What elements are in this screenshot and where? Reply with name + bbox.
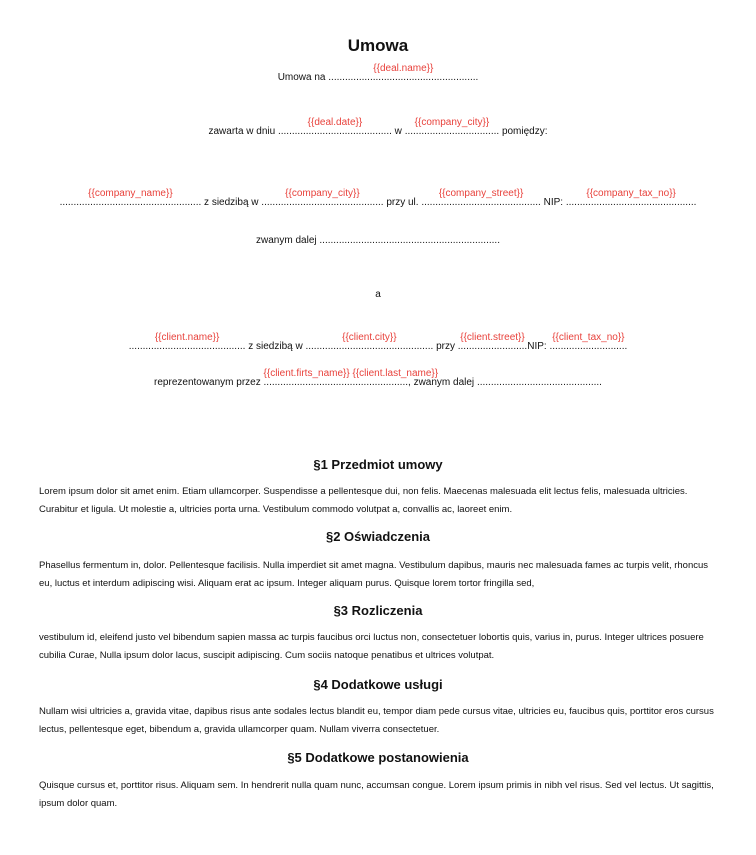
line-client-details	[0, 332, 756, 352]
placeholder-deal-name: ...................................................... {{deal.name}}	[328, 63, 479, 83]
section-text-2: Phasellus fermentum in, dolor. Pellentesque facilisis. Nulla imperdiet sit amet magna. Vestibulum dapibus, mauris nec malesuada fames ac turpis velit, rhoncus eu, luctus et interdum adipiscing wisi. Aliquam erat ac ipsum. Integer aliquam purus. Quisque lorem tortor fringilla sed,	[39, 560, 709, 589]
section-heading-4: §4 Dodatkowe usługi	[313, 677, 443, 692]
label-z-siedziba-1: z siedzibą w	[204, 197, 259, 208]
line-deal-name	[0, 63, 756, 83]
label-zwanym-dalej-2: , zwanym dalej	[408, 377, 475, 388]
section-heading-1: §1 Przedmiot umowy	[313, 457, 443, 472]
blank-zwanym-dalej-2: .............................................	[476, 377, 602, 388]
section-text-1: Lorem ipsum dolor sit amet enim. Etiam ullamcorper. Suspendisse a pellentesque dui, non felis. Maecenas malesuada elit lectus felis, malesuada ultricies. Curabitur et ligula. Ut molestie a, ultricies porta urna. Vestibulum commodo volutpat a, convallis ac, laoreet enim.	[39, 486, 688, 515]
section-heading-5: §5 Dodatkowe postanowienia	[287, 750, 469, 765]
document-title: Umowa	[347, 36, 409, 55]
placeholder-client-tax-no: ............................ {{client_tax_no}}	[549, 332, 628, 352]
placeholder-client-city: .............................................. {{client.city}}	[305, 332, 434, 352]
label-zawarta: zawarta w dniu	[208, 126, 276, 137]
placeholder-company-city-2: ............................................ {{company_city}}	[261, 188, 384, 208]
placeholder-company-street: ........................................... {{company_street}}	[421, 188, 541, 208]
line-company-details	[0, 188, 756, 208]
section-text-3: vestibulum id, eleifend justo vel bibendum sapien massa ac turpis faucibus orci luctus non, consectetuer lobortis quis, varius in, purus. Integer ultrices posuere cubilia Curae, Nulla ipsum dolor lacus, suscipit adipiscing. Cum sociis natoque penatibus et ultrices volutpat.	[39, 632, 704, 661]
section-text-5: Quisque cursus et, porttitor risus. Aliquam sem. In hendrerit nulla quam nunc, accumsan congue. Lorem ipsum primis in nibh vel risus. Sed vel lectus. Ut sagittis, ipsum dolor quam.	[39, 780, 714, 809]
label-reprezentowanym: reprezentowanym przez	[154, 377, 261, 388]
placeholder-company-city-1: .................................. {{company_city}}	[404, 117, 500, 137]
section-heading-2: §2 Oświadczenia	[325, 529, 431, 544]
label-przy-ul: przy ul.	[386, 197, 419, 208]
label-nip-2: NIP:	[527, 341, 547, 352]
placeholder-company-tax-no: ............................................... {{company_tax_no}}	[565, 188, 697, 208]
placeholder-client-name: .......................................... {{client.name}}	[128, 332, 246, 352]
placeholder-company-name: ................................................... {{company_name}}	[59, 188, 202, 208]
section-text-4: Nullam wisi ultricies a, gravida vitae, dapibus risus ante sodales lectus blandit eu, tempor diam pede cursus vitae, ultricies eu, faucibus quis, porttitor eros cursus lectus, pellentesque eget, bibendum a, gravida ullamcorper quam. Nullam viverra consectetuer.	[39, 706, 714, 735]
label-pomiedzy: pomiędzy:	[501, 126, 548, 137]
line-zwanym-dalej-1	[0, 235, 756, 246]
line-reprezentowanym	[0, 368, 756, 388]
section-heading-3: §3 Rozliczenia	[333, 603, 423, 618]
placeholder-client-street: ......................... {{client.street}}	[457, 332, 528, 352]
label-nip-1: NIP:	[543, 197, 564, 208]
label-umowa-na: Umowa na	[277, 72, 326, 83]
label-zwanym-dalej-1: zwanym dalej	[256, 235, 317, 246]
line-deal-date	[0, 117, 756, 137]
label-a: a	[375, 289, 381, 300]
blank-zwanym-dalej-1: .................................................................	[319, 235, 500, 246]
label-przy: przy	[436, 341, 455, 352]
label-w: w	[394, 126, 402, 137]
label-z-siedziba-2: z siedzibą w	[248, 341, 303, 352]
placeholder-client-person: .................................................... {{client.firts_name}} {{client.last_name}}	[263, 368, 439, 388]
placeholder-deal-date: ......................................... {{deal.date}}	[277, 117, 392, 137]
